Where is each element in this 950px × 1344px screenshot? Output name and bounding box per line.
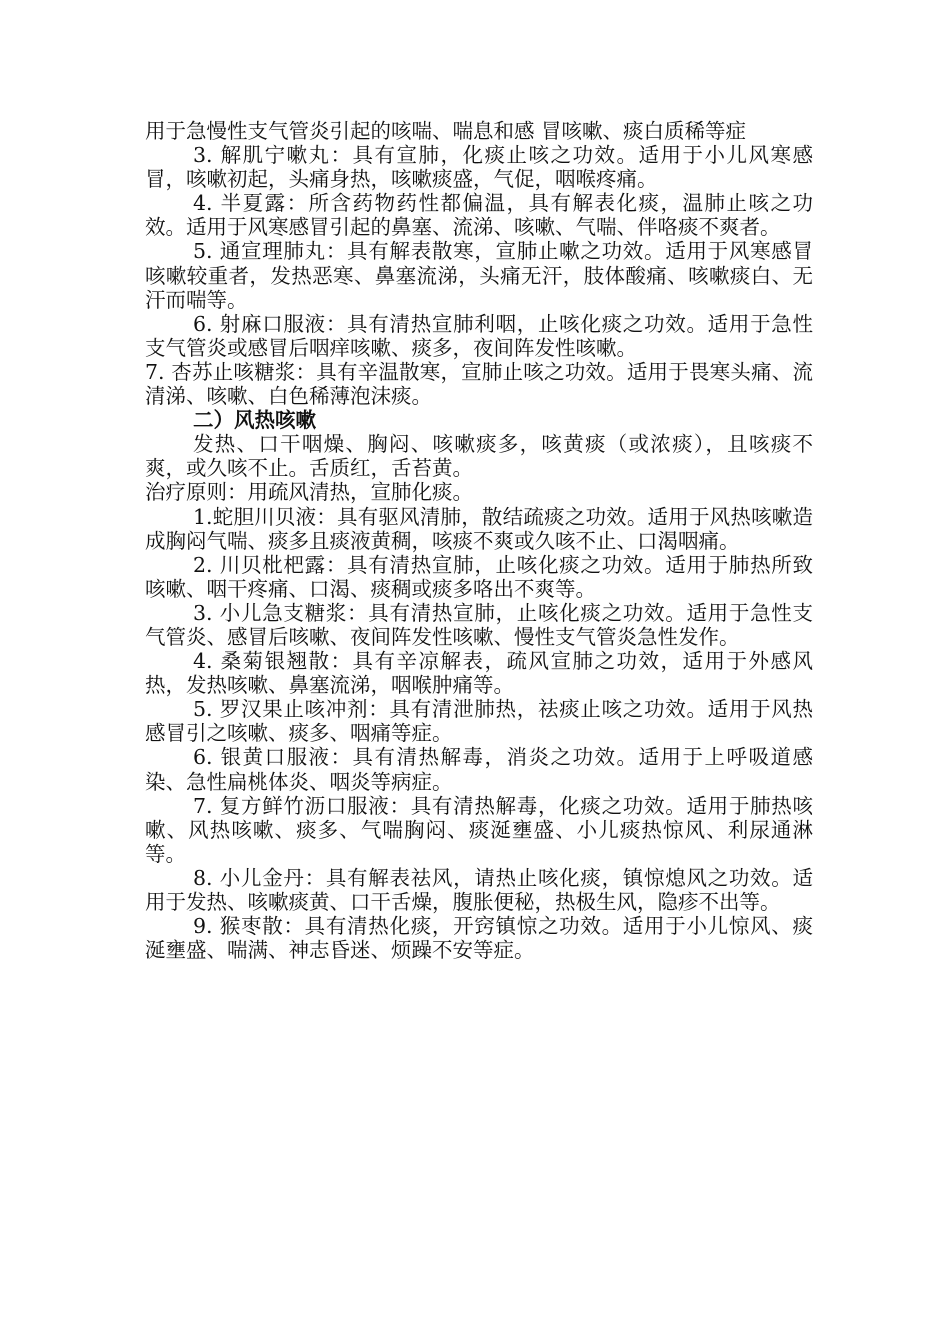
paragraph-item-9-houzao: 9. 猴枣散：具有清热化痰，开窍镇惊之功效。适用于小儿惊风、痰涎壅盛、喘满、神志昏迷、烦躁不安等症。 [145,914,813,963]
paragraph-symptoms: 发热、口干咽燥、胸闷、咳嗽痰多，咳黄痰（或浓痰），且咳痰不爽，或久咳不止。舌质红，舌苔黄。 [145,432,813,481]
paragraph-item-6-yinhuang: 6. 银黄口服液：具有清热解毒，消炎之功效。适用于上呼吸道感染、急性扁桃体炎、咽炎等病症。 [145,745,813,794]
paragraph-item-5-tongxuan: 5. 通宣理肺丸：具有解表散寒，宣肺止嗽之功效。适用于风寒感冒咳嗽较重者，发热恶寒、鼻塞流涕，头痛无汗，肢体酸痛、咳嗽痰白、无汗而喘等。 [145,239,813,312]
paragraph-intro-continuation: 用于急慢性支气管炎引起的咳喘、喘息和感 冒咳嗽、痰白质稀等症 [145,119,747,143]
paragraph-item-8-jindan: 8. 小儿金丹：具有解表祛风，请热止咳化痰，镇惊熄风之功效。适用于发热、咳嗽痰黄、口干舌燥，腹胀便秘，热极生风，隐疹不出等。 [145,865,813,914]
section-heading-fengre: 二）风热咳嗽 [193,408,316,433]
paragraph-item-4-sangju: 4. 桑菊银翘散：具有辛凉解表，疏风宣肺之功效，适用于外感风热，发热咳嗽、鼻塞流涕，咽喉肿痛等。 [145,649,813,698]
paragraph-item-4-banxialu: 4. 半夏露：所含药物药性都偏温，具有解表化痰，温肺止咳之功效。适用于风寒感冒引起的鼻塞、流涕、咳嗽、气喘、伴咯痰不爽者。 [145,191,813,240]
body-text [145,119,813,962]
paragraph-item-5-luohanguo: 5. 罗汉果止咳冲剂：具有清泄肺热，祛痰止咳之功效。适用于风热感冒引之咳嗽、痰多、咽痛等症。 [145,697,813,746]
paragraph-item-2-chuanbei: 2. 川贝枇杷露：具有清热宣肺，止咳化痰之功效。适用于肺热所致咳嗽、咽干疼痛、口渴、痰稠或痰多咯出不爽等。 [145,552,813,601]
paragraph-item-3-jiejining: 3. 解肌宁嗽丸：具有宣肺，化痰止咳之功效。适用于小儿风寒感冒，咳嗽初起，头痛身热，咳嗽痰盛，气促，咽喉疼痛。 [145,143,813,192]
paragraph-item-3-jizhi: 3. 小儿急支糖浆：具有清热宣肺，止咳化痰之功效。适用于急性支气管炎、感冒后咳嗽、夜间阵发性咳嗽、慢性支气管炎急性发作。 [145,600,813,649]
paragraph-item-6-shema: 6. 射麻口服液：具有清热宣肺利咽，止咳化痰之功效。适用于急性支气管炎或感冒后咽痒咳嗽、痰多，夜间阵发性咳嗽。 [145,311,813,360]
paragraph-item-1-shedan: 1.蛇胆川贝液：具有驱风清肺，散结疏痰之功效。适用于风热咳嗽造成胸闷气喘、痰多且痰液黄稠，咳痰不爽或久咳不止、口渴咽痛。 [145,504,813,553]
paragraph-treatment-principle: 治疗原则：用疏风清热，宣肺化痰。 [145,480,473,505]
paragraph-item-7-xingsu: 7. 杏苏止咳糖浆：具有辛温散寒，宣肺止咳之功效。适用于畏寒头痛、流清涕、咳嗽、白色稀薄泡沫痰。 [145,359,813,409]
paragraph-item-7-zhuli: 7. 复方鲜竹沥口服液：具有清热解毒，化痰之功效。适用于肺热咳嗽、风热咳嗽、痰多、气喘胸闷、痰涎壅盛、小儿痰热惊风、利尿通淋等。 [145,793,813,866]
